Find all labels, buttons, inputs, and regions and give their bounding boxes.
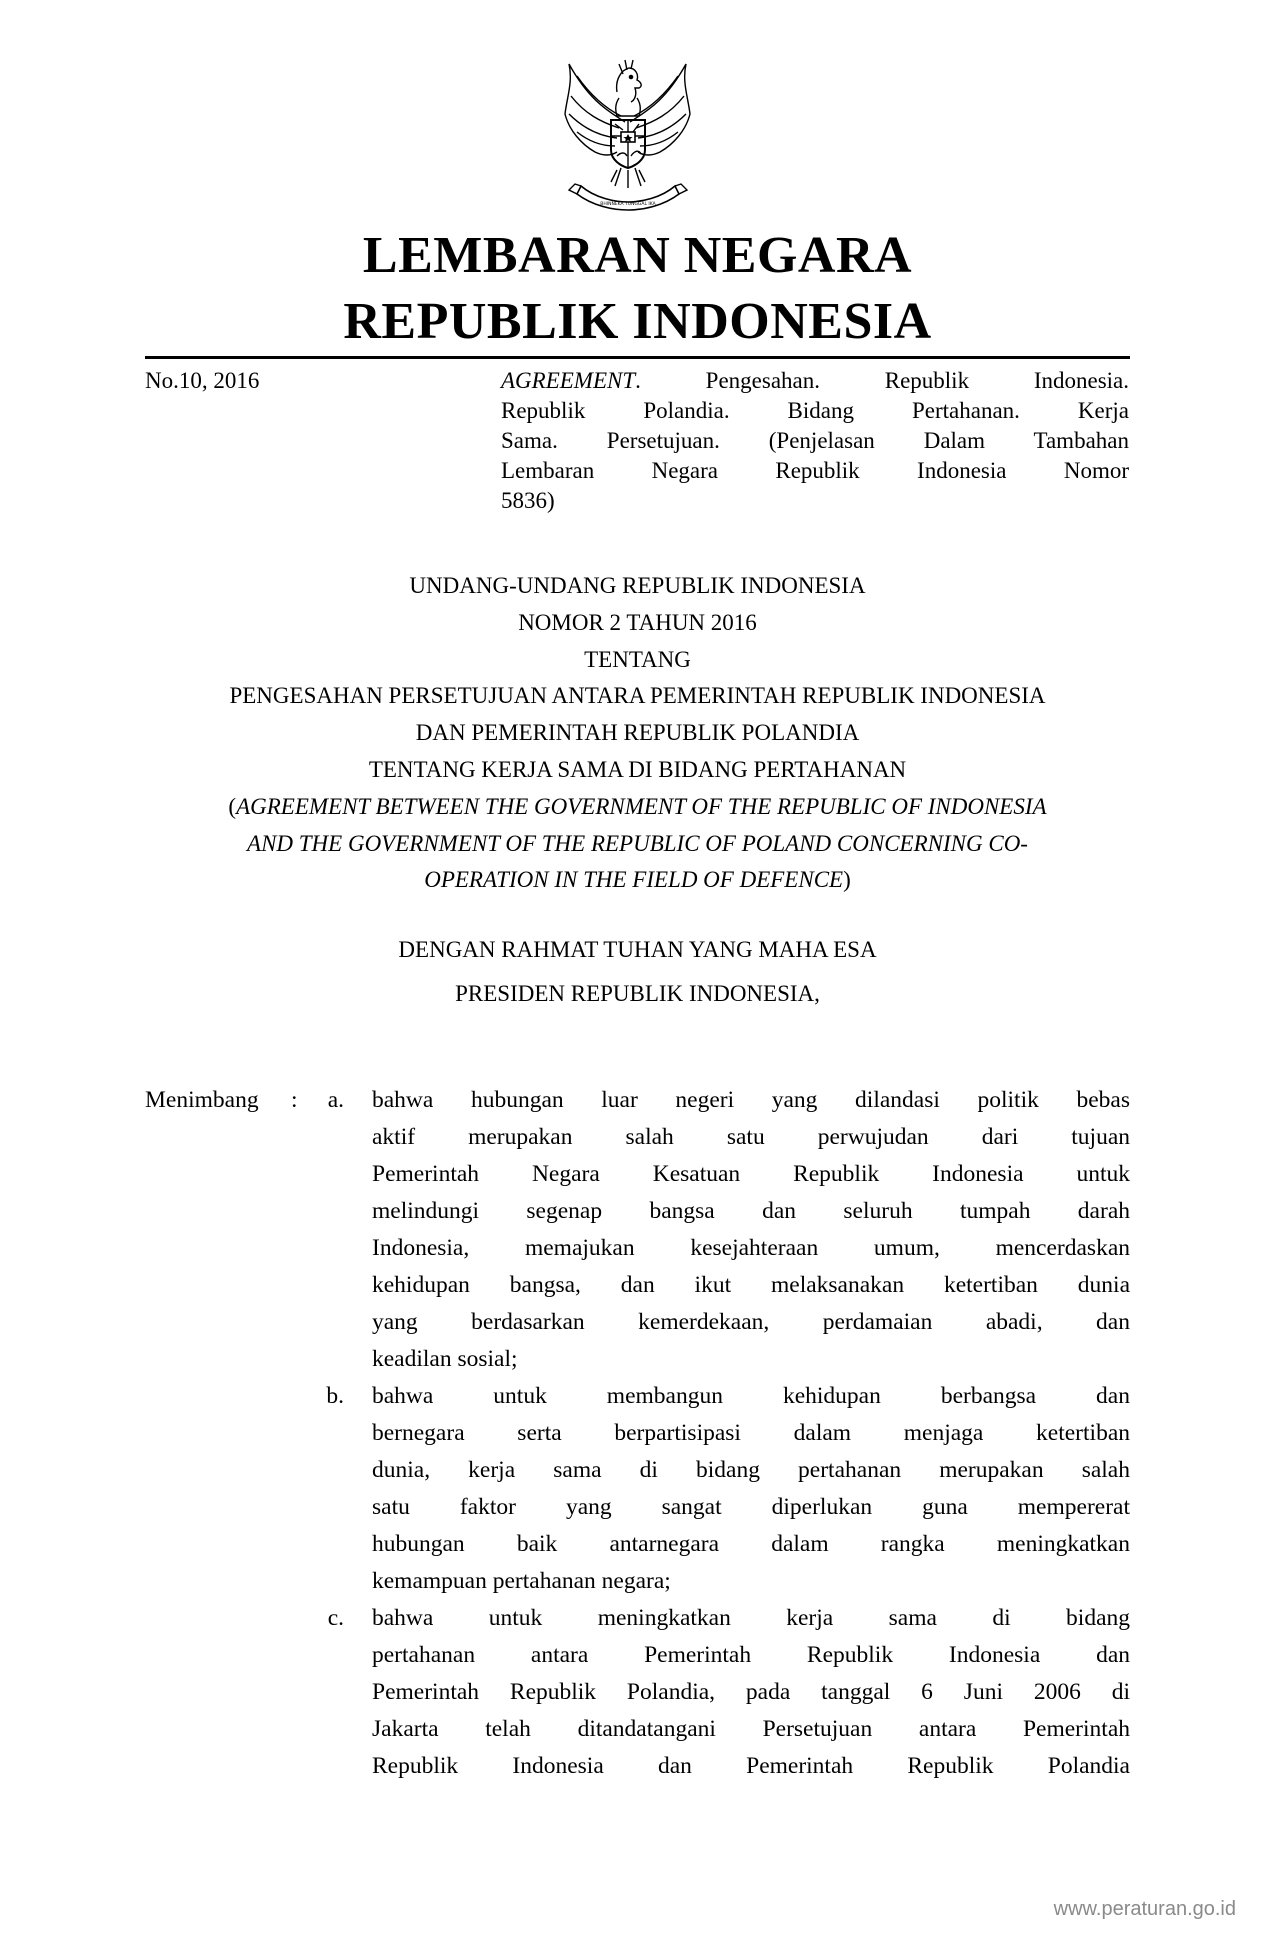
subject-line: 5836): [501, 488, 555, 513]
subject-summary: [501, 366, 1129, 516]
gazette-number: No.10, 2016: [145, 368, 260, 393]
preamble: [140, 932, 1135, 1013]
item-marker: b.: [326, 1383, 344, 1409]
svg-text:BHINNEKA TUNGGAL IKA: BHINNEKA TUNGGAL IKA: [600, 202, 656, 207]
item-text: [372, 1378, 1130, 1600]
item-line: dunia, kerja sama di bidang pertahanan merupakan salah: [372, 1457, 1130, 1483]
item-line: Republik Indonesia dan Pemerintah Republik Polandia: [372, 1753, 1130, 1779]
item-line: Pemerintah Negara Kesatuan Republik Indonesia untuk: [372, 1161, 1130, 1187]
law-number: NOMOR 2 TAHUN 2016: [518, 609, 757, 635]
english-title-line: [140, 862, 1135, 899]
subject-italic-term: AGREEMENT: [501, 368, 636, 393]
english-title-line: AND THE GOVERNMENT OF THE REPUBLIC OF POLAND CONCERNING CO-: [247, 830, 1028, 856]
english-title-text: OPERATION IN THE FIELD OF DEFENCE: [424, 867, 844, 893]
law-title-block: [140, 568, 1135, 899]
title-divider: [145, 356, 1130, 359]
law-about: TENTANG: [584, 646, 691, 672]
item-marker: c.: [327, 1605, 344, 1631]
source-url: www.peraturan.go.id: [1053, 1898, 1236, 1920]
item-line: pertahanan antara Pemerintah Republik Indonesia dan: [372, 1642, 1130, 1668]
item-line: melindungi segenap bangsa dan seluruh tumpah darah: [372, 1198, 1130, 1224]
item-line: kehidupan bangsa, dan ikut melaksanakan ketertiban dunia: [372, 1272, 1130, 1298]
subject-line: [501, 366, 1129, 396]
subject-line: Lembaran Negara Republik Indonesia Nomor: [501, 458, 1129, 483]
preamble-line: PRESIDEN REPUBLIK INDONESIA,: [455, 981, 820, 1006]
item-line: yang berdasarkan kemerdekaan, perdamaian abadi, dan: [372, 1309, 1130, 1335]
gazette-title-line1: LEMBARAN NEGARA: [362, 227, 913, 284]
law-subject-line: TENTANG KERJA SAMA DI BIDANG PERTAHANAN: [368, 756, 907, 782]
subject-line: Sama. Persetujuan. (Penjelasan Dalam Tambahan: [501, 428, 1129, 453]
law-subject-line: DAN PEMERINTAH REPUBLIK POLANDIA: [415, 720, 860, 746]
subject-text: . Pengesahan. Republik Indonesia.: [635, 368, 1129, 393]
law-subject-line: PENGESAHAN PERSETUJUAN ANTARA PEMERINTAH REPUBLIK INDONESIA: [229, 683, 1046, 709]
close-paren: ): [843, 867, 851, 893]
english-title-line: [140, 789, 1135, 826]
item-text: [372, 1600, 1130, 1785]
item-line: keadilan sosial;: [372, 1346, 518, 1372]
item-line: bahwa untuk membangun kehidupan berbangsa dan: [372, 1383, 1130, 1409]
item-line: satu faktor yang sangat diperlukan guna mempererat: [372, 1494, 1130, 1520]
item-text: [372, 1082, 1130, 1378]
law-type: UNDANG-UNDANG REPUBLIK INDONESIA: [409, 573, 866, 598]
item-line: bernegara serta berpartisipasi dalam menjaga ketertiban: [372, 1420, 1130, 1446]
item-line: bahwa hubungan luar negeri yang dilandasi politik bebas: [372, 1087, 1130, 1113]
considerations-lead: Menimbang: [145, 1087, 259, 1113]
garuda-emblem-icon: [555, 52, 700, 212]
item-line: bahwa untuk meningkatkan kerja sama di bidang: [372, 1605, 1130, 1631]
item-line: Indonesia, memajukan kesejahteraan umum, mencerdaskan: [372, 1235, 1130, 1261]
gazette-title-line2: REPUBLIK INDONESIA: [343, 293, 932, 350]
item-line: Pemerintah Republik Polandia, pada tanggal 6 Juni 2006 di: [372, 1679, 1130, 1705]
item-line: kemampuan pertahanan negara;: [372, 1568, 671, 1594]
item-line: aktif merupakan salah satu perwujudan dari tujuan: [372, 1124, 1130, 1150]
preamble-line: DENGAN RAHMAT TUHAN YANG MAHA ESA: [398, 937, 877, 962]
considerations-colon: :: [291, 1087, 298, 1113]
item-line: hubungan baik antarnegara dalam rangka meningkatkan: [372, 1531, 1130, 1557]
open-paren: (: [228, 793, 237, 819]
subject-line: Republik Polandia. Bidang Pertahanan. Kerja: [501, 398, 1129, 423]
english-title-text: AGREEMENT BETWEEN THE GOVERNMENT OF THE REPUBLIC OF INDONESIA: [236, 793, 1047, 819]
item-line: Jakarta telah ditandatangani Persetujuan antara Pemerintah: [372, 1716, 1130, 1742]
item-marker: a.: [327, 1087, 344, 1113]
